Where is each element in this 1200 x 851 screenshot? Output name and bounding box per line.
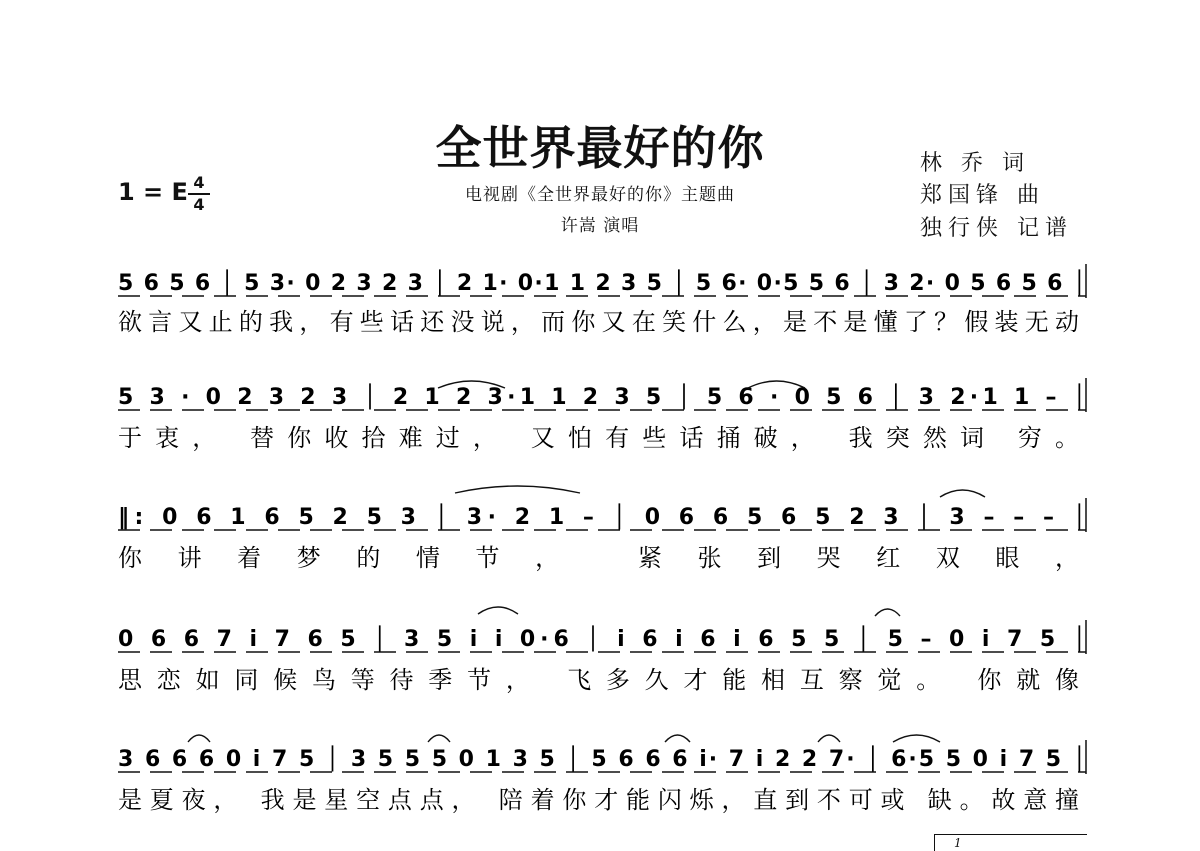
slur-arc [875, 609, 900, 616]
song-subtitle: 电视剧《全世界最好的你》主题曲 [465, 185, 735, 205]
lyric-line-2: 于衷， 替你收拾难过， 又怕有些话捅破， 我突然词 穷。 [118, 424, 1086, 452]
key-signature: 1 = E [118, 178, 188, 206]
slur-arc [665, 735, 690, 742]
lyric-line-3: 你讲着梦的情节， 紧张到哭红双眼， [118, 544, 1086, 572]
lyric-line-4: 思恋如同候鸟等待季节， 飞多久才能相互察觉。 你就像 [118, 666, 1086, 694]
transcriber-credit: 独行侠 记谱 [920, 216, 1073, 241]
singer-credit: 许嵩 演唱 [560, 216, 640, 236]
page-number: 1 [954, 836, 962, 850]
slur-arc [455, 486, 580, 493]
note-line-5: 3 6 6 6 0 i 7 5 │ 3 5 5 5 0 1 3 5 │ 5 6 6 6 i· 7 i 2 2 7· │ 6·5 5 0 i 7 5 │ [118, 747, 1087, 772]
note-line-3: ‖: 0 6 1 6 5 2 5 3 │ 3· 2 1 – │ 0 6 6 5 6 5 2 3 │ 3 – – – │ [118, 505, 1086, 530]
slur-arc [428, 735, 450, 742]
note-line-1: 5 6 5 6 │ 5 3· 0 2 3 2 3 │ 2 1· 0·1 1 2 3 5 │ 5 6· 0·5 5 6 │ 3 2· 0 5 6 5 6 │ [118, 271, 1086, 296]
slur-arc [818, 735, 840, 742]
note-line-2: 5 3 · 0 2 3 2 3 │ 2 1 2 3·1 1 2 3 5 │ 5 6 · 0 5 6 │ 3 2·1 1 – │ [118, 385, 1086, 410]
lyricist-credit: 林 乔 词 [920, 151, 1030, 176]
slur-arc [478, 607, 518, 614]
composer-credit: 郑国锋 曲 [920, 183, 1045, 208]
time-signature-top: 4 [193, 173, 205, 192]
note-line-4: 0 6 6 7 i 7 6 5 │ 3 5 i i 0·6 │ i 6 i 6 i 6 5 5 │ 5 – 0 i 7 5 │ [118, 627, 1086, 652]
lyric-line-5: 是夏夜， 我是星空点点， 陪着你才能闪烁，直到不可或 缺。故意撞 [118, 786, 1086, 814]
time-signature-bottom: 4 [193, 195, 205, 214]
slur-arc [940, 490, 985, 497]
slur-arc [188, 735, 210, 742]
song-title: 全世界最好的你 [435, 121, 765, 175]
slur-arc [893, 735, 940, 742]
lyric-line-1: 欲言又止的我，有些话还没说，而你又在笑什么，是不是懂了？假装无动 [118, 308, 1086, 336]
